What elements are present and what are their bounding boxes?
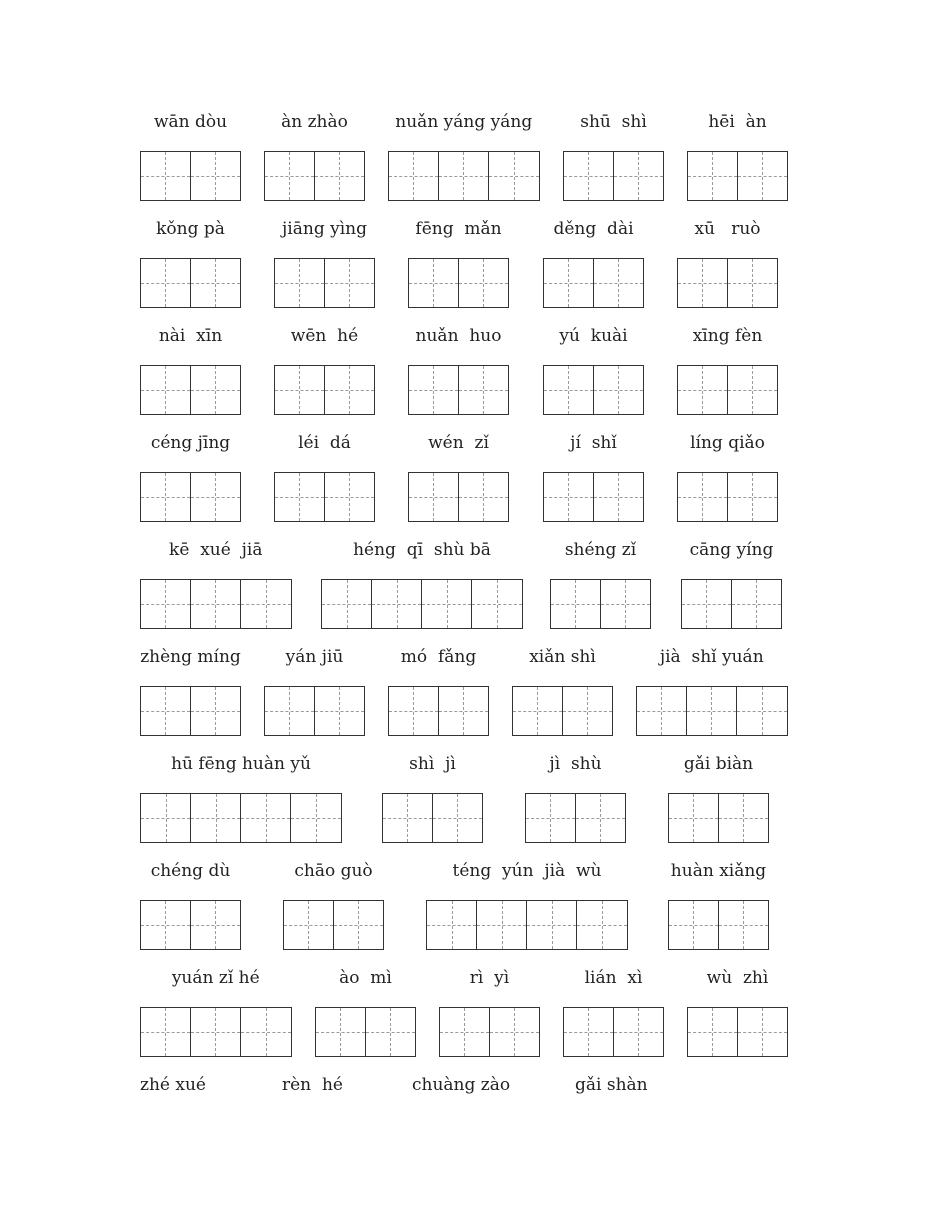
character-cell[interactable] [490,1008,539,1056]
character-cell[interactable] [576,794,625,842]
character-cell[interactable] [594,259,643,307]
writing-grid[interactable] [408,258,509,308]
character-cell[interactable] [315,152,364,200]
character-cell[interactable] [669,794,719,842]
character-cell[interactable] [687,687,737,735]
writing-grid[interactable] [274,365,375,415]
character-cell[interactable] [325,473,374,521]
character-cell[interactable] [325,366,374,414]
character-cell[interactable] [141,366,191,414]
pinyin-label: kē xué jiā [169,540,263,560]
writing-grid[interactable] [140,1007,292,1057]
writing-grid[interactable] [543,258,644,308]
writing-grid[interactable] [408,472,509,522]
character-cell[interactable] [678,473,728,521]
character-cell[interactable] [477,901,527,949]
pinyin-label: yán jiū [285,647,344,667]
writing-grid[interactable] [668,900,769,950]
writing-grid[interactable] [636,686,788,736]
character-cell[interactable] [191,473,240,521]
character-cell[interactable] [291,794,341,842]
pinyin-label: rì yì [469,968,510,988]
character-cell[interactable] [141,580,191,628]
pinyin-label: kǒng pà [156,219,225,239]
writing-grid[interactable] [315,1007,416,1057]
character-cell[interactable] [614,1008,663,1056]
character-cell[interactable] [191,794,241,842]
writing-grid[interactable] [274,258,375,308]
writing-grid[interactable] [274,472,375,522]
character-cell[interactable] [275,366,325,414]
pinyin-label: nuǎn yáng yáng [395,112,533,132]
writing-grid[interactable] [321,579,523,629]
character-cell[interactable] [564,1008,614,1056]
character-cell[interactable] [422,580,472,628]
character-cell[interactable] [241,1008,291,1056]
writing-grid[interactable] [264,686,365,736]
character-cell[interactable] [551,580,601,628]
writing-grid[interactable] [140,258,241,308]
pinyin-label: hēi àn [708,112,767,132]
character-cell[interactable] [409,473,459,521]
character-cell[interactable] [191,687,240,735]
pinyin-label: céng jīng [150,433,231,453]
pinyin-label: gǎi shàn [575,1075,648,1095]
character-cell[interactable] [141,1008,191,1056]
character-cell[interactable] [440,1008,490,1056]
character-cell[interactable] [275,259,325,307]
pinyin-label: líng qiǎo [690,433,765,453]
pinyin-label: lián xì [584,968,643,988]
character-cell[interactable] [688,152,738,200]
character-cell[interactable] [544,366,594,414]
character-cell[interactable] [383,794,433,842]
character-cell[interactable] [719,794,768,842]
character-cell[interactable] [191,1008,241,1056]
writing-grid[interactable] [264,151,365,201]
character-cell[interactable] [526,794,576,842]
pinyin-label: xīng fèn [692,326,763,346]
character-cell[interactable] [191,366,240,414]
character-cell[interactable] [191,259,240,307]
character-cell[interactable] [389,152,439,200]
character-cell[interactable] [389,687,439,735]
pinyin-label: àn zhào [281,112,348,132]
character-cell[interactable] [141,687,191,735]
pinyin-label: zhèng míng [140,647,241,667]
pinyin-label: děng dài [553,219,634,239]
character-cell[interactable] [564,152,614,200]
pinyin-label: léi dá [298,433,351,453]
writing-grid[interactable] [677,258,778,308]
character-cell[interactable] [141,794,191,842]
character-cell[interactable] [325,259,374,307]
character-cell[interactable] [669,901,719,949]
character-cell[interactable] [141,473,191,521]
pinyin-label: rèn hé [282,1075,343,1095]
character-cell[interactable] [738,152,787,200]
character-cell[interactable] [738,1008,787,1056]
character-cell[interactable] [527,901,577,949]
pinyin-label: téng yún jià wù [452,861,602,881]
character-cell[interactable] [459,366,508,414]
writing-grid[interactable] [388,151,540,201]
pinyin-label: wān dòu [153,112,228,132]
character-cell[interactable] [732,580,781,628]
writing-grid[interactable] [140,686,241,736]
writing-grid[interactable] [563,151,664,201]
character-cell[interactable] [334,901,383,949]
pinyin-label: mó fǎng [400,647,477,667]
writing-grid[interactable] [140,579,292,629]
character-cell[interactable] [141,259,191,307]
writing-grid[interactable] [140,151,241,201]
pinyin-label: huàn xiǎng [670,861,767,881]
writing-grid[interactable] [382,793,483,843]
character-cell[interactable] [409,366,459,414]
writing-grid[interactable] [525,793,626,843]
writing-grid[interactable] [140,365,241,415]
pinyin-label: yuán zǐ hé [171,968,260,988]
character-cell[interactable] [366,1008,415,1056]
pinyin-label: shéng zǐ [564,540,637,560]
character-cell[interactable] [459,473,508,521]
writing-grid[interactable] [283,900,384,950]
character-cell[interactable] [688,1008,738,1056]
character-cell[interactable] [513,687,563,735]
pinyin-label: yú kuài [559,326,628,346]
character-cell[interactable] [614,152,663,200]
pinyin-label: jiāng yìng [282,219,367,239]
character-cell[interactable] [265,152,315,200]
character-cell[interactable] [275,473,325,521]
pinyin-label: jí shǐ [570,433,617,453]
character-cell[interactable] [601,580,650,628]
character-cell[interactable] [191,901,240,949]
writing-grid[interactable] [687,151,788,201]
character-cell[interactable] [594,473,643,521]
writing-grid[interactable] [687,1007,788,1057]
character-cell[interactable] [678,366,728,414]
pinyin-label: ào mì [339,968,392,988]
character-cell[interactable] [682,580,732,628]
pinyin-label: héng qī shù bā [353,540,491,560]
character-cell[interactable] [427,901,477,949]
character-cell[interactable] [439,152,489,200]
pinyin-label: chāo guò [294,861,373,881]
character-cell[interactable] [678,259,728,307]
character-cell[interactable] [315,687,364,735]
writing-grid[interactable] [140,472,241,522]
character-cell[interactable] [472,580,522,628]
character-cell[interactable] [433,794,482,842]
pinyin-label: hū fēng huàn yǔ [171,754,311,774]
character-cell[interactable] [191,152,240,200]
writing-grid[interactable] [668,793,769,843]
character-cell[interactable] [563,687,612,735]
character-cell[interactable] [241,580,291,628]
writing-grid[interactable] [543,365,644,415]
character-cell[interactable] [409,259,459,307]
pinyin-label: gǎi biàn [683,754,754,774]
pinyin-label: zhé xué [140,1075,206,1095]
pinyin-label: shì jì [409,754,456,774]
character-cell[interactable] [439,687,488,735]
writing-grid[interactable] [563,1007,664,1057]
pinyin-label: xiǎn shì [529,647,596,667]
pinyin-label: fēng mǎn [415,219,502,239]
pinyin-label: wù zhì [706,968,769,988]
writing-grid[interactable] [512,686,613,736]
character-cell[interactable] [544,259,594,307]
character-cell[interactable] [544,473,594,521]
pinyin-label: wēn hé [290,326,359,346]
pinyin-label: wén zǐ [428,433,489,453]
character-cell[interactable] [728,473,777,521]
writing-grid[interactable] [388,686,489,736]
pinyin-label: nuǎn huo [415,326,502,346]
writing-grid[interactable] [140,793,342,843]
pinyin-label: jià shǐ yuán [659,647,764,667]
pinyin-label: cāng yíng [689,540,774,560]
pinyin-label: chéng dù [150,861,231,881]
writing-grid[interactable] [426,900,628,950]
writing-grid[interactable] [677,365,778,415]
character-cell[interactable] [265,687,315,735]
pinyin-label: nài xīn [158,326,223,346]
pinyin-label: shū shì [580,112,647,132]
character-cell[interactable] [241,794,291,842]
pinyin-label: xū ruò [694,219,761,239]
writing-grid[interactable] [681,579,782,629]
writing-grid[interactable] [439,1007,540,1057]
writing-grid[interactable] [140,900,241,950]
character-cell[interactable] [141,901,191,949]
pinyin-label: chuàng zào [412,1075,511,1095]
character-cell[interactable] [191,580,241,628]
character-cell[interactable] [284,901,334,949]
character-cell[interactable] [637,687,687,735]
character-cell[interactable] [372,580,422,628]
character-cell[interactable] [728,366,777,414]
character-cell[interactable] [489,152,539,200]
character-cell[interactable] [322,580,372,628]
character-cell[interactable] [719,901,768,949]
character-cell[interactable] [737,687,787,735]
character-cell[interactable] [728,259,777,307]
character-cell[interactable] [459,259,508,307]
writing-grid[interactable] [677,472,778,522]
writing-grid[interactable] [543,472,644,522]
character-cell[interactable] [316,1008,366,1056]
writing-grid[interactable] [408,365,509,415]
writing-grid[interactable] [550,579,651,629]
character-cell[interactable] [141,152,191,200]
character-cell[interactable] [594,366,643,414]
character-cell[interactable] [577,901,627,949]
pinyin-label: jì shù [549,754,602,774]
